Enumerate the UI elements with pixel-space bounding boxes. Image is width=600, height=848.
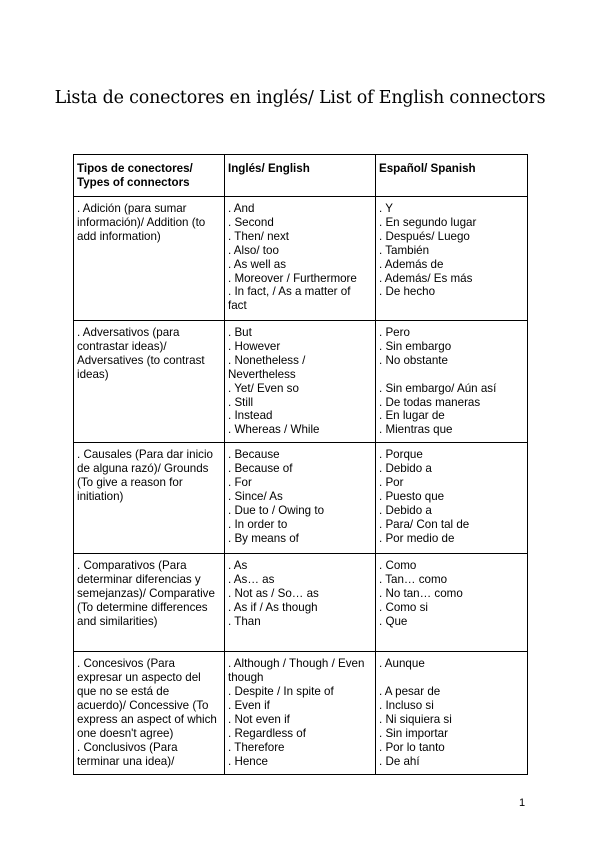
cell-line: . Regardless of	[228, 726, 306, 740]
cell-line: . Concesivos (Para expresar un aspecto del que no se está de acuerdo)/ Concessive (To express an aspect of which one doesn't agree)	[77, 657, 221, 740]
cell-line: . Therefore	[228, 740, 285, 754]
cell-type	[74, 652, 225, 774]
cell-line: . Sin embargo/ Aún así	[379, 381, 497, 395]
cell-line: . Y	[379, 202, 393, 215]
cell-line: . Debido a	[379, 503, 432, 517]
cell-line: . Since/ As	[228, 489, 283, 503]
cell-line: . No tan… como	[379, 587, 463, 601]
cell-line: . Nonetheless / Nevertheless	[228, 353, 309, 381]
cell-line: . Moreover / Furthermore	[228, 271, 357, 285]
cell-line: . Then/ next	[228, 229, 290, 243]
cell-line: . De ahí	[379, 754, 420, 768]
cell-line: . Causales (Para dar inicio de alguna razó)/ Grounds (To give a reason for initiation)	[77, 448, 217, 503]
cell-line: . As well as	[228, 257, 286, 271]
cell-line: . Sin importar	[379, 726, 448, 740]
cell-line: . No obstante	[379, 353, 448, 367]
cell-line: . Because of	[228, 462, 293, 476]
cell-line: . Por	[379, 476, 404, 490]
cell-line: . También	[379, 243, 430, 257]
table-header-row	[74, 155, 528, 197]
cell-line: . De hecho	[379, 285, 436, 299]
cell-line: . Como	[379, 559, 417, 573]
cell-line: . Even if	[228, 698, 270, 712]
cell-type	[74, 443, 225, 554]
cell-line: . In order to	[228, 517, 288, 531]
cell-line: . Por medio de	[379, 531, 455, 545]
cell-line: . Para/ Con tal de	[379, 517, 470, 531]
cell-line: . En segundo lugar	[379, 215, 477, 229]
cell-line: . Además/ Es más	[379, 271, 473, 285]
cell-line: . Debido a	[379, 462, 432, 476]
cell-line: . However	[228, 339, 281, 353]
cell-line: . As if / As though	[228, 600, 318, 614]
cell-line: . Adición (para sumar información)/ Addition (to add information)	[77, 202, 209, 243]
cell-line: . Not as / So… as	[228, 587, 319, 601]
cell-line: . A pesar de	[379, 685, 441, 699]
cell-line: . Second	[228, 215, 274, 229]
table-row	[74, 554, 528, 652]
cell-line: . Because	[228, 448, 280, 462]
cell-spanish	[376, 197, 528, 321]
cell-line: . En lugar de	[379, 409, 445, 423]
cell-line: . Sin embargo	[379, 339, 452, 353]
cell-spanish	[376, 554, 528, 652]
cell-line: . As	[228, 559, 248, 573]
connectors-table	[73, 154, 528, 775]
cell-line: . Como si	[379, 600, 428, 614]
cell-spanish	[376, 443, 528, 554]
cell-line: . And	[228, 202, 255, 215]
header-spanish: Español/ Spanish	[376, 155, 528, 197]
cell-english	[225, 652, 376, 774]
cell-line: . Although / Though / Even though	[228, 657, 368, 685]
cell-line: . Incluso si	[379, 698, 434, 712]
table-row	[74, 197, 528, 321]
cell-type	[74, 554, 225, 652]
cell-line: . Than	[228, 614, 261, 628]
cell-line: . Still	[228, 395, 254, 409]
cell-line: . Que	[379, 614, 408, 628]
cell-line: . Pero	[379, 326, 410, 339]
cell-line: . By means of	[228, 531, 299, 545]
cell-line: . Mientras que	[379, 423, 453, 437]
header-types: Tipos de conectores/ Types of connectors	[74, 155, 225, 197]
cell-english	[225, 197, 376, 321]
cell-spanish	[376, 321, 528, 443]
cell-line: . Due to / Owing to	[228, 503, 325, 517]
cell-line: . Aunque	[379, 657, 425, 671]
page-title: Lista de conectores en inglés/ List of English connectors	[54, 88, 546, 108]
cell-english	[225, 321, 376, 443]
cell-line: . But	[228, 326, 252, 339]
cell-line: . Adversativos (para contrastar ideas)/ Adversatives (to contrast ideas)	[77, 326, 208, 381]
table-row	[74, 652, 528, 774]
cell-line: . Despite / In spite of	[228, 685, 334, 699]
cell-line	[379, 368, 524, 382]
cell-type	[74, 321, 225, 443]
cell-line: . Porque	[379, 448, 423, 462]
cell-line: . De todas maneras	[379, 395, 481, 409]
cell-english	[225, 554, 376, 652]
cell-english	[225, 443, 376, 554]
cell-line: . Ni siquiera si	[379, 712, 452, 726]
cell-line: . Conclusivos (Para terminar una idea)/	[77, 740, 181, 768]
header-english: Inglés/ English	[225, 155, 376, 197]
cell-line: . Después/ Luego	[379, 229, 470, 243]
page-number: 1	[519, 797, 526, 809]
cell-line: . Whereas / While	[228, 423, 320, 437]
cell-line: . Instead	[228, 409, 273, 423]
cell-line: . Not even if	[228, 712, 290, 726]
cell-line: . For	[228, 476, 252, 490]
cell-line: . Yet/ Even so	[228, 381, 299, 395]
cell-spanish	[376, 652, 528, 774]
cell-line: . Tan… como	[379, 573, 448, 587]
cell-line: . Por lo tanto	[379, 740, 445, 754]
cell-line: . Comparativos (Para determinar diferencias y semejanzas)/ Comparative (To determine differences and similarities)	[77, 559, 219, 628]
cell-line: . As… as	[228, 573, 275, 587]
cell-line: . Puesto que	[379, 489, 445, 503]
table-row	[74, 321, 528, 443]
cell-line: . In fact, / As a matter of fact	[228, 285, 354, 313]
cell-type	[74, 197, 225, 321]
table-row	[74, 443, 528, 554]
cell-line	[379, 671, 524, 685]
cell-line: . Hence	[228, 754, 268, 768]
cell-line: . Además de	[379, 257, 444, 271]
cell-line: . Also/ too	[228, 243, 279, 257]
